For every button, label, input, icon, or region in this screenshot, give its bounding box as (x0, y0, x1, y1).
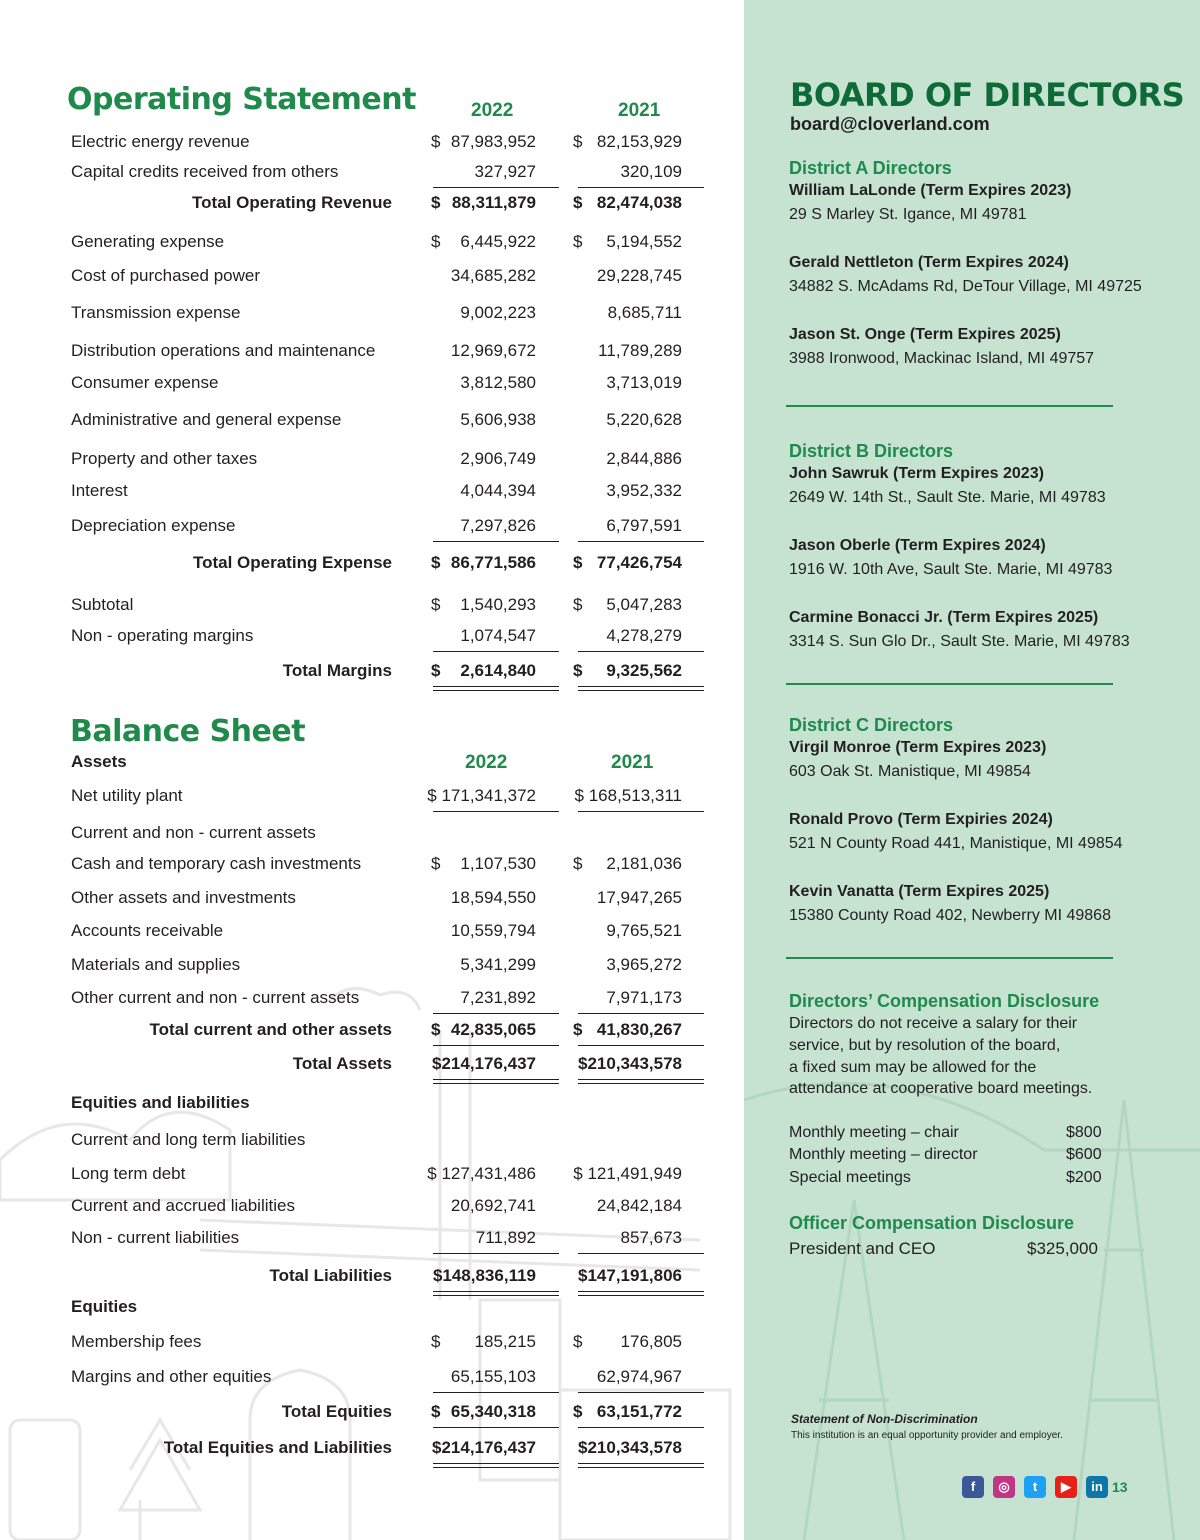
youtube-icon[interactable]: ▶ (1055, 1476, 1077, 1498)
double-rule (433, 1291, 559, 1296)
operating-row-value-2021 (573, 341, 682, 363)
twitter-icon[interactable]: t (1024, 1476, 1046, 1498)
amount: 3,812,580 (460, 373, 536, 392)
balance-row-value-2022 (431, 1367, 536, 1389)
operating-row-value-2021 (573, 595, 682, 617)
operating-row-value-2021 (573, 303, 682, 325)
balance-row-value-2021 (573, 921, 682, 943)
balance-row-value-2021 (573, 786, 682, 808)
currency-symbol: $ (431, 661, 441, 680)
director-address: 15380 County Road 402, Newberry MI 49868 (789, 907, 1111, 924)
balance-row-value-2021 (573, 1438, 682, 1460)
double-rule (578, 1291, 704, 1296)
balance-row-value-2022 (431, 1402, 536, 1424)
operating-row-label: Administrative and general expense (71, 410, 342, 429)
double-rule (578, 686, 704, 691)
currency-symbol: $ (431, 132, 441, 151)
amount: 4,044,394 (460, 481, 536, 500)
rule (433, 1013, 559, 1014)
balance-row-label: Net utility plant (71, 786, 183, 805)
balance-row-label: Materials and supplies (71, 955, 241, 974)
operating-row-label: Non - operating margins (71, 626, 254, 645)
currency-symbol: $ (573, 193, 583, 212)
operating-row-label: Transmission expense (71, 303, 241, 322)
amount: 3,713,019 (606, 373, 682, 392)
rule (433, 651, 559, 652)
currency-symbol: $ (573, 232, 583, 251)
rule (433, 1392, 559, 1393)
rule (433, 811, 559, 812)
facebook-icon[interactable]: f (962, 1476, 984, 1498)
currency-symbol: $ (431, 1402, 441, 1421)
operating-year-2021: 2021 (618, 100, 661, 121)
equities-heading: Equities (71, 1297, 138, 1316)
fee-label-chair: Monthly meeting – chair (789, 1124, 959, 1141)
currency-symbol: $ (431, 553, 441, 572)
amount: 82,153,929 (596, 132, 682, 151)
operating-row-value-2021 (573, 410, 682, 432)
amount: $210,343,578 (578, 1054, 682, 1073)
amount: 11,789,289 (598, 341, 682, 360)
rule (578, 811, 704, 812)
balance-row-value-2022 (431, 921, 536, 943)
amount: 5,047,283 (606, 595, 682, 614)
balance-row-label: Long term debt (71, 1164, 186, 1183)
amount: 86,771,586 (450, 553, 536, 572)
operating-row-value-2022 (431, 266, 536, 288)
operating-row-value-2022 (431, 481, 536, 503)
balance-row-label: Total Liabilities (269, 1266, 392, 1285)
operating-row-value-2021 (573, 553, 682, 575)
amount: $214,176,437 (432, 1438, 536, 1457)
amount: 24,842,184 (596, 1196, 682, 1215)
fee-value-special: $200 (1066, 1169, 1102, 1186)
amount: $148,836,119 (432, 1266, 536, 1285)
operating-row-value-2022 (431, 162, 536, 184)
board-email[interactable]: board@cloverland.com (790, 114, 990, 134)
liabilities-heading: Current and long term liabilities (71, 1130, 306, 1149)
board-title: BOARD OF DIRECTORS (790, 76, 1185, 114)
amount: $210,343,578 (578, 1438, 682, 1457)
balance-row-value-2022 (431, 988, 536, 1010)
amount: 5,194,552 (606, 232, 682, 251)
operating-row-value-2022 (431, 661, 536, 683)
balance-row-value-2022 (431, 1228, 536, 1250)
currency-symbol: $ (431, 232, 441, 251)
rule (578, 1045, 704, 1046)
director-address: 2649 W. 14th St., Sault Ste. Marie, MI 49783 (789, 489, 1106, 506)
director-address: 3314 S. Sun Glo Dr., Sault Ste. Marie, MI 49783 (789, 633, 1130, 650)
rule (578, 1253, 704, 1254)
amount: 1,540,293 (460, 595, 536, 614)
amount: 65,155,103 (450, 1367, 536, 1386)
balance-row-value-2022 (431, 888, 536, 910)
director-name: Virgil Monroe (Term Expires 2023) (789, 739, 1047, 756)
balance-row-label: Total Equities and Liabilities (163, 1438, 392, 1457)
amount: 63,151,772 (596, 1402, 682, 1421)
amount: 320,109 (620, 162, 682, 181)
amount: 185,215 (474, 1332, 536, 1351)
current-assets-heading: Current and non - current assets (71, 823, 316, 842)
amount: 3,965,272 (606, 955, 682, 974)
balance-row-value-2021 (573, 1332, 682, 1354)
currency-symbol: $ (431, 595, 441, 614)
currency-symbol: $ (573, 661, 583, 680)
rule (433, 1253, 559, 1254)
officer-value: $325,000 (1027, 1239, 1098, 1258)
double-rule (433, 1079, 559, 1084)
operating-row-label: Generating expense (71, 232, 225, 251)
non-discrimination-title: Statement of Non-Discrimination (791, 1412, 978, 1426)
operating-row-value-2022 (431, 626, 536, 648)
operating-row-label: Total Margins (282, 661, 392, 680)
operating-row-value-2022 (431, 553, 536, 575)
operating-year-2022: 2022 (471, 100, 514, 121)
operating-row-value-2022 (431, 193, 536, 215)
amount: 3,952,332 (606, 481, 682, 500)
amount: $ 168,513,311 (574, 786, 682, 805)
amount: 8,685,711 (607, 303, 682, 322)
operating-row-label: Total Operating Revenue (192, 193, 392, 212)
amount: 1,074,547 (460, 626, 536, 645)
amount: 17,947,265 (596, 888, 682, 907)
operating-row-value-2022 (431, 373, 536, 395)
balance-row-label: Cash and temporary cash investments (71, 854, 362, 873)
double-rule (578, 1463, 704, 1468)
director-address: 3988 Ironwood, Mackinac Island, MI 49757 (789, 350, 1095, 367)
currency-symbol: $ (431, 193, 441, 212)
operating-row-label: Consumer expense (71, 373, 219, 392)
currency-symbol: $ (573, 132, 583, 151)
director-address: 1916 W. 10th Ave, Sault Ste. Marie, MI 49783 (789, 561, 1113, 578)
amount: 9,765,521 (606, 921, 682, 940)
director-address: 34882 S. McAdams Rd, DeTour Village, MI 49725 (789, 278, 1142, 295)
balance-row-value-2022 (431, 1438, 536, 1460)
amount: 65,340,318 (450, 1402, 536, 1421)
balance-row-label: Total Equities (281, 1402, 392, 1421)
compensation-text-line: a fixed sum may be allowed for the (789, 1059, 1037, 1076)
officer-label: President and CEO (789, 1239, 936, 1258)
director-address: 521 N County Road 441, Manistique, MI 49854 (789, 835, 1123, 852)
currency-symbol: $ (573, 1332, 583, 1351)
page-number: 13 (1112, 1479, 1128, 1495)
rule (433, 1427, 559, 1428)
rule (578, 651, 704, 652)
amount: 82,474,038 (596, 193, 682, 212)
double-rule (433, 686, 559, 691)
amount: 41,830,267 (596, 1020, 682, 1039)
operating-row-value-2022 (431, 232, 536, 254)
currency-symbol: $ (573, 553, 583, 572)
amount: 29,228,745 (596, 266, 682, 285)
rule (433, 187, 559, 188)
operating-row-label: Property and other taxes (71, 449, 258, 468)
amount: 7,297,826 (460, 516, 536, 535)
balance-row-value-2021 (573, 888, 682, 910)
amount: 1,107,530 (460, 854, 536, 873)
operating-row-label: Depreciation expense (71, 516, 236, 535)
amount: 9,002,223 (460, 303, 536, 322)
double-rule (578, 1079, 704, 1084)
operating-row-label: Subtotal (71, 595, 134, 614)
amount: $ 121,491,949 (573, 1164, 682, 1183)
amount: 2,906,749 (460, 449, 536, 468)
directors-compensation-title: Directors’ Compensation Disclosure (789, 991, 1100, 1011)
operating-row-label: Electric energy revenue (71, 132, 250, 151)
amount: $ 127,431,486 (427, 1164, 536, 1183)
operating-row-value-2021 (573, 449, 682, 471)
district-heading: District C Directors (789, 715, 954, 735)
director-name: Gerald Nettleton (Term Expires 2024) (789, 254, 1069, 271)
balance-row-value-2021 (573, 1054, 682, 1076)
amount: 18,594,550 (450, 888, 536, 907)
operating-row-value-2022 (431, 595, 536, 617)
amount: 6,797,591 (606, 516, 682, 535)
amount: 6,445,922 (460, 232, 536, 251)
amount: 62,974,967 (596, 1367, 682, 1386)
balance-sheet-title: Balance Sheet (70, 714, 306, 749)
balance-year-2022: 2022 (465, 752, 508, 773)
compensation-text-line: service, but by resolution of the board, (789, 1037, 1061, 1054)
amount: 5,341,299 (460, 955, 536, 974)
linkedin-icon[interactable]: in (1086, 1476, 1108, 1498)
operating-row-label: Interest (71, 481, 128, 500)
balance-row-label: Other current and non - current assets (71, 988, 360, 1007)
equities-liabilities-heading: Equities and liabilities (71, 1093, 250, 1112)
district-heading: District B Directors (789, 441, 954, 461)
director-name: Carmine Bonacci Jr. (Term Expires 2025) (789, 609, 1099, 626)
balance-row-value-2022 (431, 955, 536, 977)
rule (578, 1427, 704, 1428)
director-address: 29 S Marley St. Igance, MI 49781 (789, 206, 1027, 223)
operating-row-value-2022 (431, 341, 536, 363)
balance-year-2021: 2021 (611, 752, 654, 773)
director-name: William LaLonde (Term Expires 2023) (789, 182, 1072, 199)
amount: 5,220,628 (606, 410, 682, 429)
operating-row-value-2022 (431, 449, 536, 471)
balance-row-value-2021 (573, 988, 682, 1010)
amount: 7,231,892 (460, 988, 536, 1007)
balance-row-value-2022 (431, 1332, 536, 1354)
operating-row-value-2021 (573, 481, 682, 503)
balance-row-value-2022 (431, 1020, 536, 1042)
director-name: Jason St. Onge (Term Expires 2025) (789, 326, 1061, 343)
amount: 2,181,036 (606, 854, 682, 873)
amount: $147,191,806 (578, 1266, 682, 1285)
fee-label-special: Special meetings (789, 1169, 911, 1186)
currency-symbol: $ (431, 854, 441, 873)
rule (578, 1013, 704, 1014)
amount: 87,983,952 (450, 132, 536, 151)
fee-label-director: Monthly meeting – director (789, 1146, 978, 1163)
double-rule (433, 1463, 559, 1468)
operating-row-label: Capital credits received from others (71, 162, 339, 181)
balance-row-value-2021 (573, 1228, 682, 1250)
balance-row-label: Margins and other equities (71, 1367, 272, 1386)
amount: 7,971,173 (606, 988, 682, 1007)
divider (786, 957, 1113, 959)
balance-row-value-2022 (431, 1196, 536, 1218)
amount: 9,325,562 (606, 661, 682, 680)
balance-row-value-2022 (431, 1266, 536, 1288)
currency-symbol: $ (431, 1020, 441, 1039)
operating-row-value-2021 (573, 132, 682, 154)
balance-row-label: Accounts receivable (71, 921, 224, 940)
amount: 711,892 (475, 1228, 536, 1247)
rule (578, 187, 704, 188)
currency-symbol: $ (573, 1402, 583, 1421)
operating-row-value-2022 (431, 303, 536, 325)
balance-row-value-2022 (431, 1054, 536, 1076)
balance-row-value-2022 (431, 854, 536, 876)
operating-row-value-2022 (431, 516, 536, 538)
amount: 88,311,879 (451, 193, 536, 212)
non-discrimination-text: This institution is an equal opportunity provider and employer. (791, 1430, 1063, 1441)
amount: 2,844,886 (606, 449, 682, 468)
amount: 12,969,672 (450, 341, 536, 360)
amount: $214,176,437 (432, 1054, 536, 1073)
rule (433, 541, 559, 542)
balance-row-label: Other assets and investments (71, 888, 296, 907)
compensation-text-line: Directors do not receive a salary for their (789, 1015, 1078, 1032)
balance-row-value-2021 (573, 955, 682, 977)
operating-row-value-2021 (573, 626, 682, 648)
amount: 42,835,065 (450, 1020, 536, 1039)
operating-row-value-2021 (573, 516, 682, 538)
rule (578, 1392, 704, 1393)
operating-row-value-2022 (431, 410, 536, 432)
operating-row-value-2021 (573, 661, 682, 683)
amount: 4,278,279 (606, 626, 682, 645)
assets-heading: Assets (71, 752, 127, 771)
balance-row-label: Total Assets (292, 1054, 392, 1073)
director-name: Jason Oberle (Term Expires 2024) (789, 537, 1046, 554)
operating-row-label: Total Operating Expense (192, 553, 392, 572)
fee-value-director: $600 (1066, 1146, 1102, 1163)
operating-statement-title: Operating Statement (67, 82, 416, 117)
rule (433, 1045, 559, 1046)
divider (786, 683, 1113, 685)
currency-symbol: $ (573, 1020, 583, 1039)
operating-row-label: Cost of purchased power (71, 266, 260, 285)
balance-row-value-2021 (573, 1020, 682, 1042)
amount: 20,692,741 (450, 1196, 536, 1215)
amount: $ 171,341,372 (427, 786, 536, 805)
officer-compensation-title: Officer Compensation Disclosure (789, 1213, 1075, 1233)
divider (786, 405, 1113, 407)
operating-row-label: Distribution operations and maintenance (71, 341, 376, 360)
balance-row-value-2021 (573, 1164, 682, 1186)
operating-row-value-2021 (573, 373, 682, 395)
operating-row-value-2021 (573, 266, 682, 288)
balance-row-value-2021 (573, 1196, 682, 1218)
balance-row-value-2022 (427, 786, 536, 808)
balance-row-label: Total current and other assets (149, 1020, 392, 1039)
balance-row-value-2021 (573, 1402, 682, 1424)
operating-row-value-2021 (573, 162, 682, 184)
amount: 34,685,282 (450, 266, 536, 285)
currency-symbol: $ (573, 595, 583, 614)
director-name: Ronald Provo (Term Expiries 2024) (789, 811, 1053, 828)
amount: 10,559,794 (450, 921, 536, 940)
district-heading: District A Directors (789, 158, 952, 178)
amount: 5,606,938 (460, 410, 536, 429)
director-name: Kevin Vanatta (Term Expires 2025) (789, 883, 1050, 900)
operating-row-value-2022 (431, 132, 536, 154)
amount: 77,426,754 (596, 553, 682, 572)
director-name: John Sawruk (Term Expires 2023) (789, 465, 1044, 482)
amount: 327,927 (474, 162, 536, 181)
instagram-icon[interactable]: ◎ (993, 1476, 1015, 1498)
rule (578, 541, 704, 542)
operating-row-value-2021 (573, 193, 682, 215)
operating-row-value-2021 (573, 232, 682, 254)
fee-value-chair: $800 (1066, 1124, 1102, 1141)
director-address: 603 Oak St. Manistique, MI 49854 (789, 763, 1031, 780)
balance-row-value-2021 (573, 1367, 682, 1389)
currency-symbol: $ (431, 1332, 441, 1351)
compensation-text-line: attendance at cooperative board meetings. (789, 1080, 1093, 1097)
amount: 2,614,840 (460, 661, 536, 680)
amount: 176,805 (620, 1332, 682, 1351)
balance-row-value-2021 (573, 1266, 682, 1288)
balance-row-value-2022 (427, 1164, 536, 1186)
balance-row-label: Current and accrued liabilities (71, 1196, 295, 1215)
balance-row-value-2021 (573, 854, 682, 876)
amount: 857,673 (620, 1228, 682, 1247)
balance-row-label: Membership fees (71, 1332, 202, 1351)
currency-symbol: $ (573, 854, 583, 873)
balance-row-label: Non - current liabilities (71, 1228, 240, 1247)
